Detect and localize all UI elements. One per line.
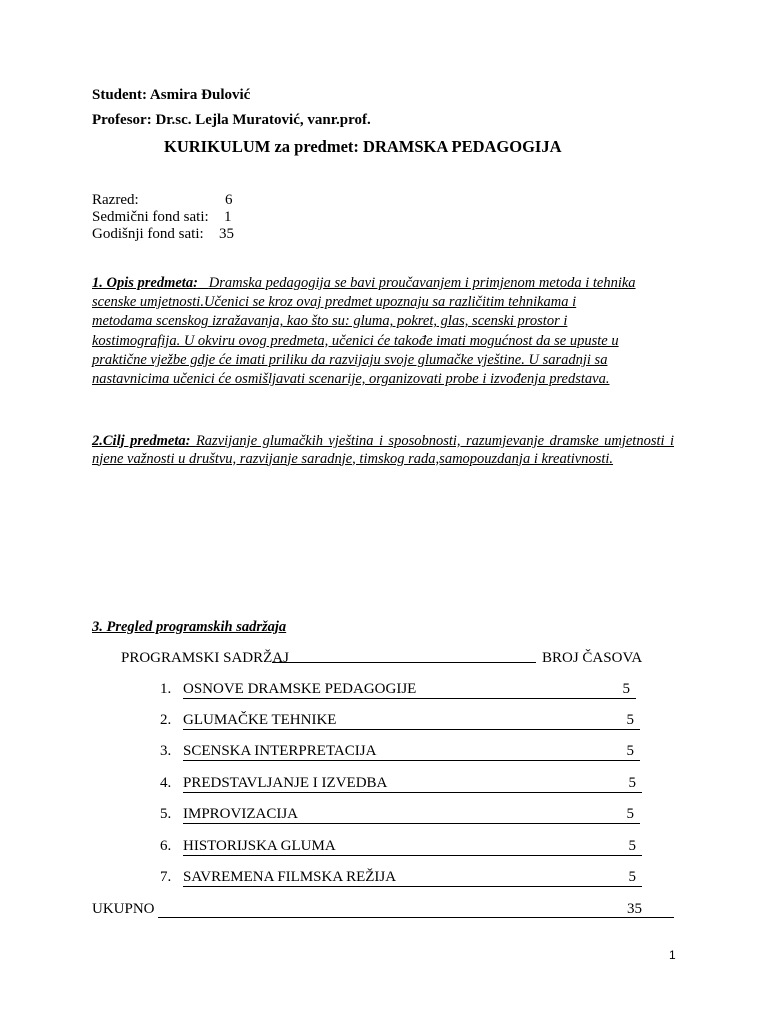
opis-line-5: praktične vježbe gdje će imati priliku da razvijaju svoje glumačke vještine. U saradnji sa — [92, 351, 608, 368]
item-label: IMPROVIZACIJA 5 — [183, 806, 640, 824]
item-number: 3. — [160, 743, 172, 759]
item-hours: 5 — [626, 806, 634, 822]
col-header-right: BROJ ČASOVA — [542, 650, 643, 666]
item-number: 6. — [160, 838, 172, 854]
item-label: OSNOVE DRAMSKE PEDAGOGIJE 5 — [183, 681, 636, 699]
list-item — [160, 712, 640, 730]
opis-line-6: nastavnicima učenici će osmišljavati scenarije, organizovati probe i izvođenja predstava. — [92, 371, 610, 388]
item-label: HISTORIJSKA GLUMA 5 — [183, 838, 642, 856]
list-item — [160, 775, 642, 793]
item-label: PREDSTAVLJANJE I IZVEDBA 5 — [183, 775, 642, 793]
item-number: 7. — [160, 869, 172, 885]
item-label: SCENSKA INTERPRETACIJA 5 — [183, 743, 640, 761]
opis-paragraph — [92, 274, 674, 389]
info-value-razred: 6 — [225, 192, 233, 208]
info-label-razred: Razred: — [92, 192, 139, 208]
item-hours: 5 — [628, 838, 636, 854]
list-item — [160, 743, 640, 761]
cilj-paragraph — [92, 433, 674, 468]
list-item — [160, 838, 642, 856]
item-number: 5. — [160, 806, 172, 822]
student-line: Student: Asmira Đulović — [92, 87, 251, 103]
opis-line-3: metodama scenskog izražavanja, kao što su: gluma, pokret, glas, scenski prostor i — [92, 313, 568, 330]
info-value-sedmicni: 1 — [224, 209, 232, 225]
total-value: 35 — [627, 901, 642, 917]
opis-line-1: Dramska pedagogija se bavi proučavanjem i primjenom metoda i tehnika — [208, 275, 636, 291]
item-hours: 5 — [628, 869, 636, 885]
list-item — [160, 806, 640, 824]
opis-heading: 1. Opis predmeta: — [92, 275, 198, 291]
total-rule — [158, 917, 674, 918]
total-label: UKUPNO — [92, 901, 155, 917]
document-title: KURIKULUM za predmet: DRAMSKA PEDAGOGIJA — [164, 137, 562, 156]
item-label: SAVREMENA FILMSKA REŽIJA 5 — [183, 869, 642, 887]
opis-line-2: scenske umjetnosti.Učenici se kroz ovaj predmet upoznaju sa različitim tehnikama i — [92, 294, 577, 311]
pregled-heading: 3. Pregled programskih sadržaja — [92, 619, 287, 635]
item-number: 4. — [160, 775, 172, 791]
item-label: GLUMAČKE TEHNIKE 5 — [183, 712, 640, 730]
item-hours: 5 — [626, 712, 634, 728]
item-hours: 5 — [626, 743, 634, 759]
cilj-heading: 2.Cilj predmeta: — [92, 433, 191, 449]
page-number: 1 — [669, 948, 676, 962]
cilj-text: Razvijanje glumačkih vještina i sposobnosti, razumjevanje dramske umjetnosti i njene važnosti u društvu, razvijanje saradnje, timskog rada,samopouzdanja i kreativnosti. — [92, 433, 675, 467]
item-hours: 5 — [628, 775, 636, 791]
col-header-rule — [272, 662, 536, 663]
info-label-godisnji: Godišnji fond sati: — [92, 226, 204, 242]
col-header-left: PROGRAMSKI SADRŽAJ — [121, 650, 289, 666]
opis-line-4: kostimografija. U okviru ovog predmeta, učenici će takođe imati mogućnost da se upuste u — [92, 332, 619, 349]
profesor-line: Profesor: Dr.sc. Lejla Muratović, vanr.prof. — [92, 112, 371, 128]
info-label-sedmicni: Sedmični fond sati: — [92, 209, 209, 225]
list-item — [160, 869, 642, 887]
item-number: 1. — [160, 681, 172, 697]
item-number: 2. — [160, 712, 172, 728]
info-value-godisnji: 35 — [219, 226, 234, 242]
item-hours: 5 — [622, 681, 630, 697]
list-item — [160, 681, 636, 699]
